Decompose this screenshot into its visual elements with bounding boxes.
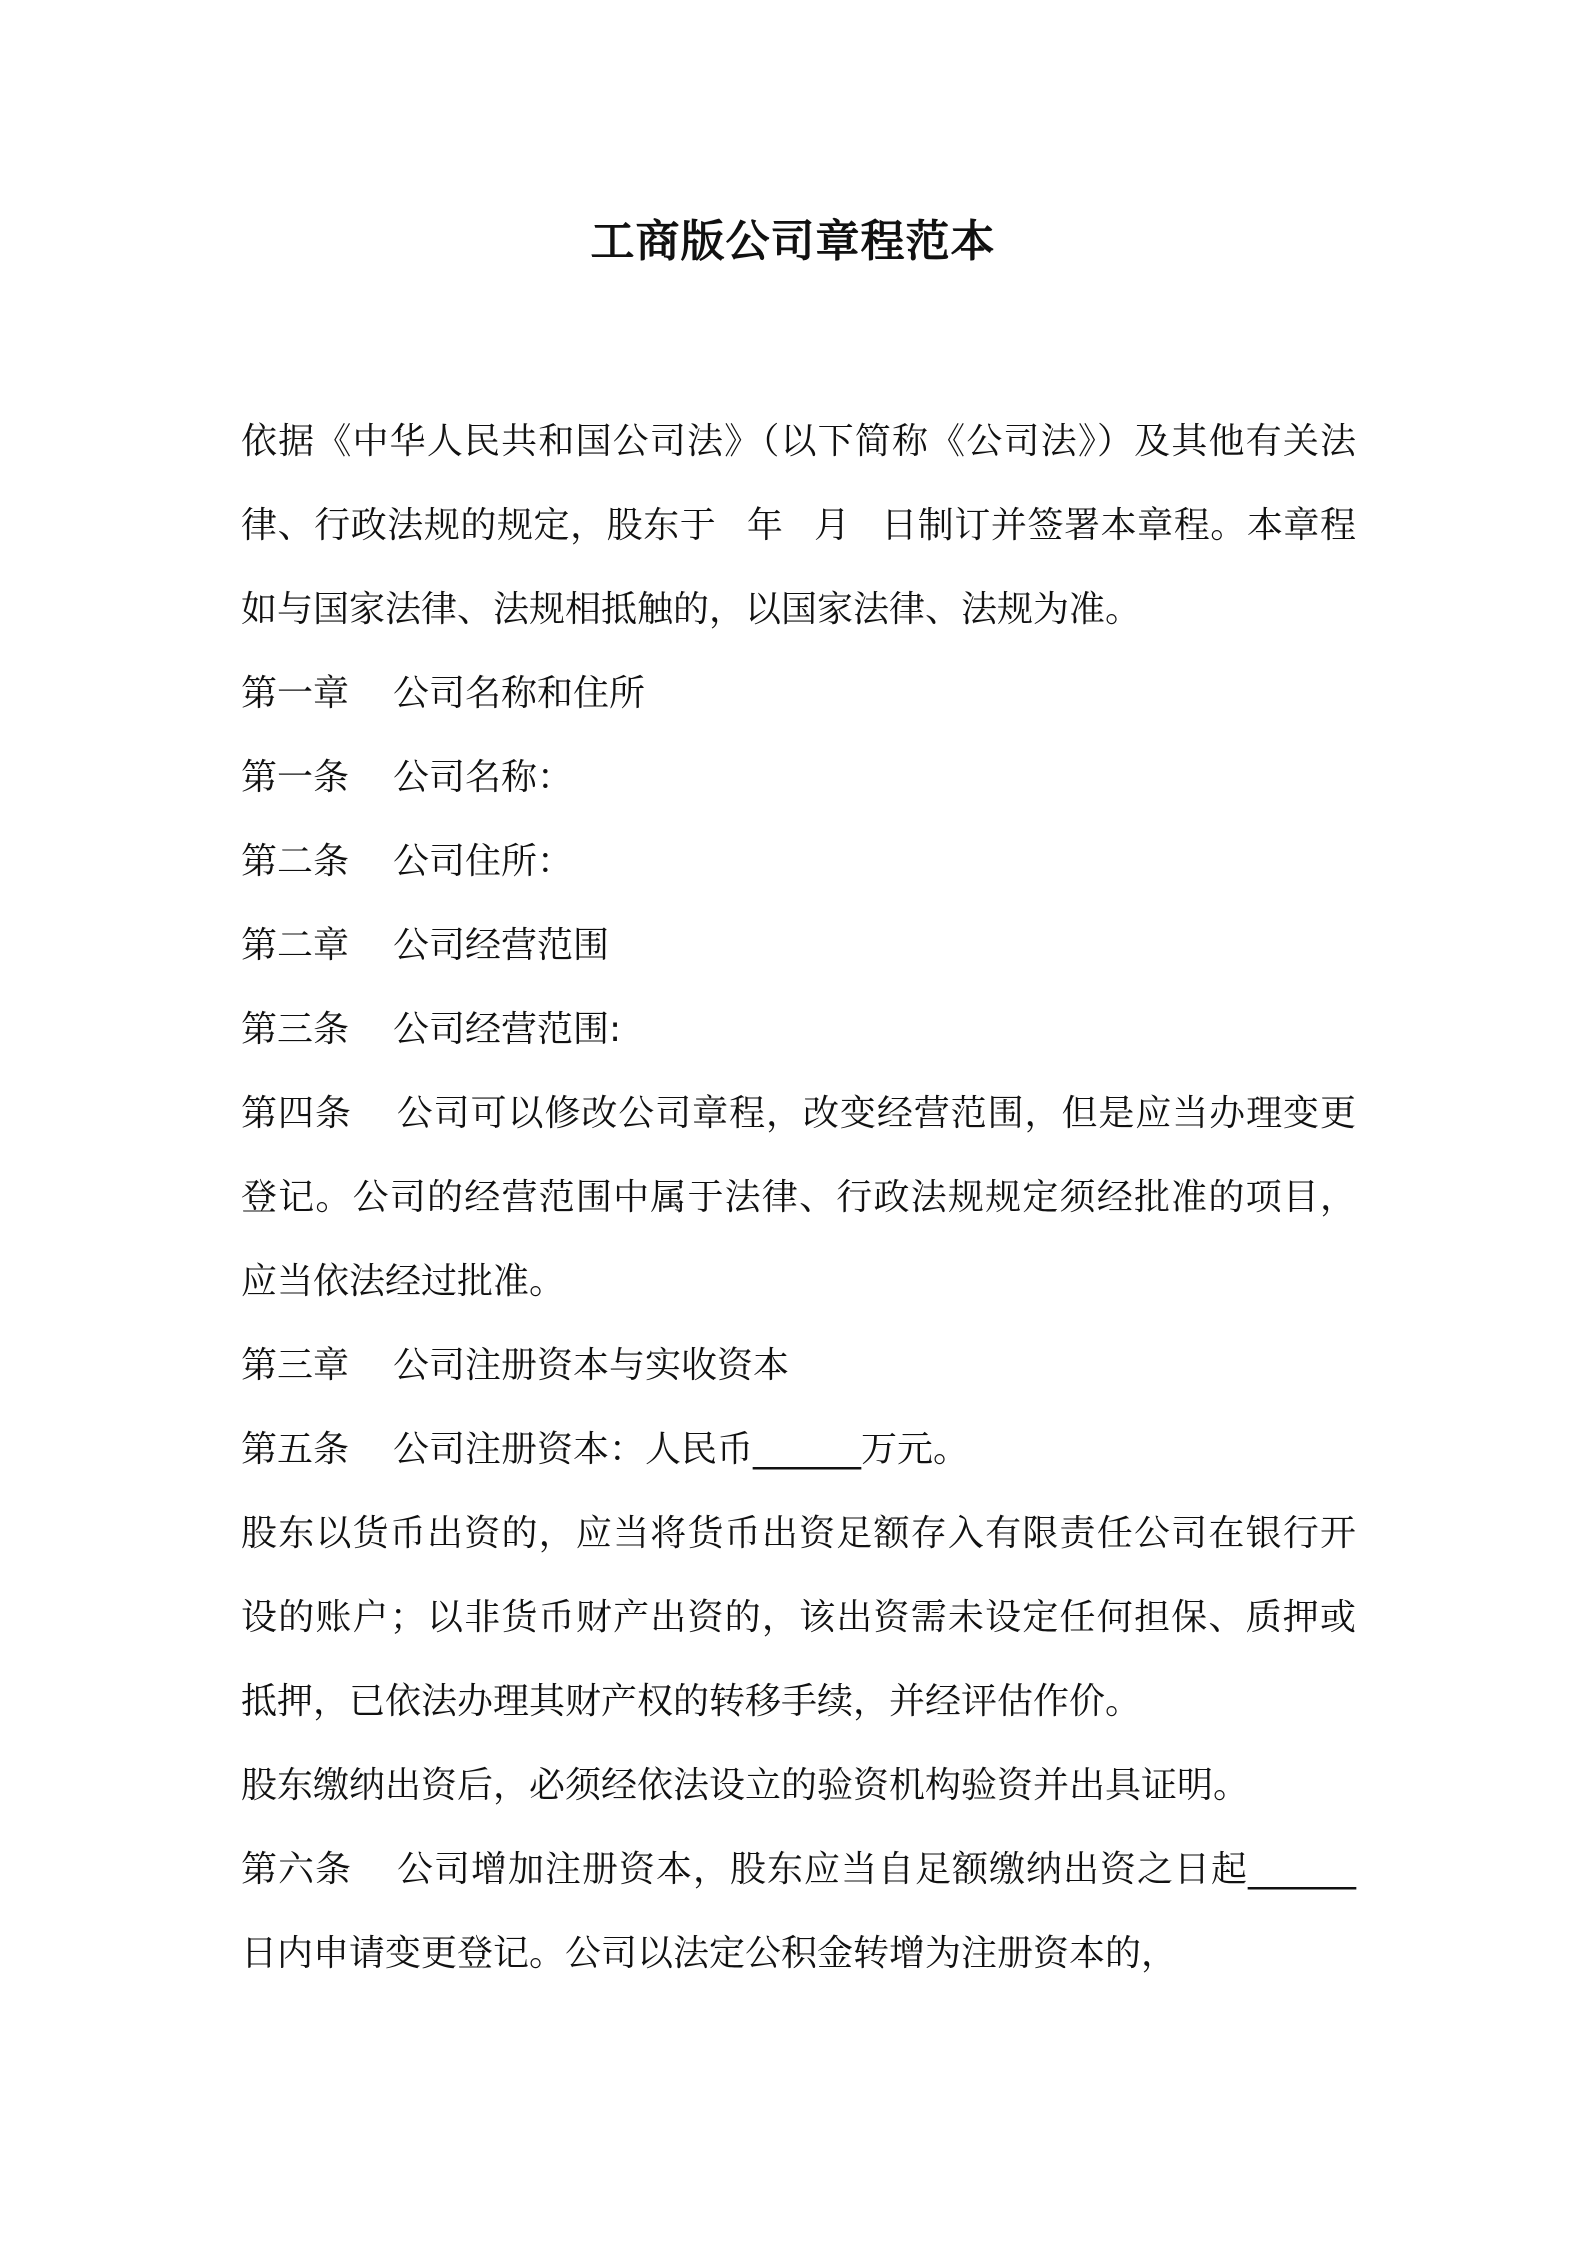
article-2-label: 第二条 (241, 841, 350, 882)
article-1-label: 第一条 (241, 757, 350, 798)
verification-paragraph: 股东缴纳出资后，必须经依法设立的验资机构验资并出具证明。 (241, 1765, 1250, 1806)
article-6-text: 公司增加注册资本，股东应当自足额缴纳出资之日起______日内申请变更登记。公司以法定公积金转增为注册资本的， (241, 1849, 1356, 1974)
article-2 (241, 820, 1356, 904)
intro-text-part2: 日制订并签署本章程。本章程如与国家法律、法规相抵触的，以国家法律、法规为准。 (241, 505, 1356, 630)
article-6 (241, 1828, 1356, 1996)
chapter-2-text: 公司经营范围 (393, 925, 610, 966)
intro-month: 月 (813, 505, 851, 546)
chapter-2-label: 第二章 (241, 925, 350, 966)
chapter-3-heading (241, 1324, 1356, 1408)
chapter-1-text: 公司名称和住所 (393, 673, 646, 714)
document-title: 工商版公司章程范本 (590, 216, 996, 267)
article-1-text: 公司名称： (393, 757, 574, 798)
intro-paragraph (241, 400, 1356, 652)
article-3-text: 公司经营范围: (393, 1009, 622, 1050)
document-body (241, 400, 1356, 1996)
article-4 (241, 1072, 1356, 1324)
article-5-label: 第五条 (241, 1429, 350, 1470)
intro-year: 年 (746, 505, 784, 546)
article-2-text: 公司住所： (393, 841, 574, 882)
chapter-3-text: 公司注册资本与实收资本 (393, 1345, 790, 1386)
article-3 (241, 988, 1356, 1072)
article-5 (241, 1408, 1356, 1492)
article-4-text: 公司可以修改公司章程，改变经营范围，但是应当办理变更登记。公司的经营范围中属于法律、行政法规规定须经批准的项目，应当依法经过批准。 (241, 1093, 1356, 1302)
article-1 (241, 736, 1356, 820)
article-6-label: 第六条 (241, 1849, 352, 1890)
article-3-label: 第三条 (241, 1009, 350, 1050)
intro-text-part1: 依据《中华人民共和国公司法》（以下简称《公司法》）及其他有关法律、行政法规的规定，股东于 (241, 421, 1356, 546)
article-5-text: 公司注册资本：人民币______万元。 (393, 1429, 970, 1470)
contribution-paragraph: 股东以货币出资的，应当将货币出资足额存入有限责任公司在银行开设的账户；以非货币财产出资的，该出资需未设定任何担保、质押或抵押，已依法办理其财产权的转移手续，并经评估作价。 (241, 1513, 1356, 1722)
article-4-label: 第四条 (241, 1093, 352, 1134)
chapter-1-heading (241, 652, 1356, 736)
chapter-3-label: 第三章 (241, 1345, 350, 1386)
chapter-2-heading (241, 904, 1356, 988)
chapter-1-label: 第一章 (241, 673, 350, 714)
